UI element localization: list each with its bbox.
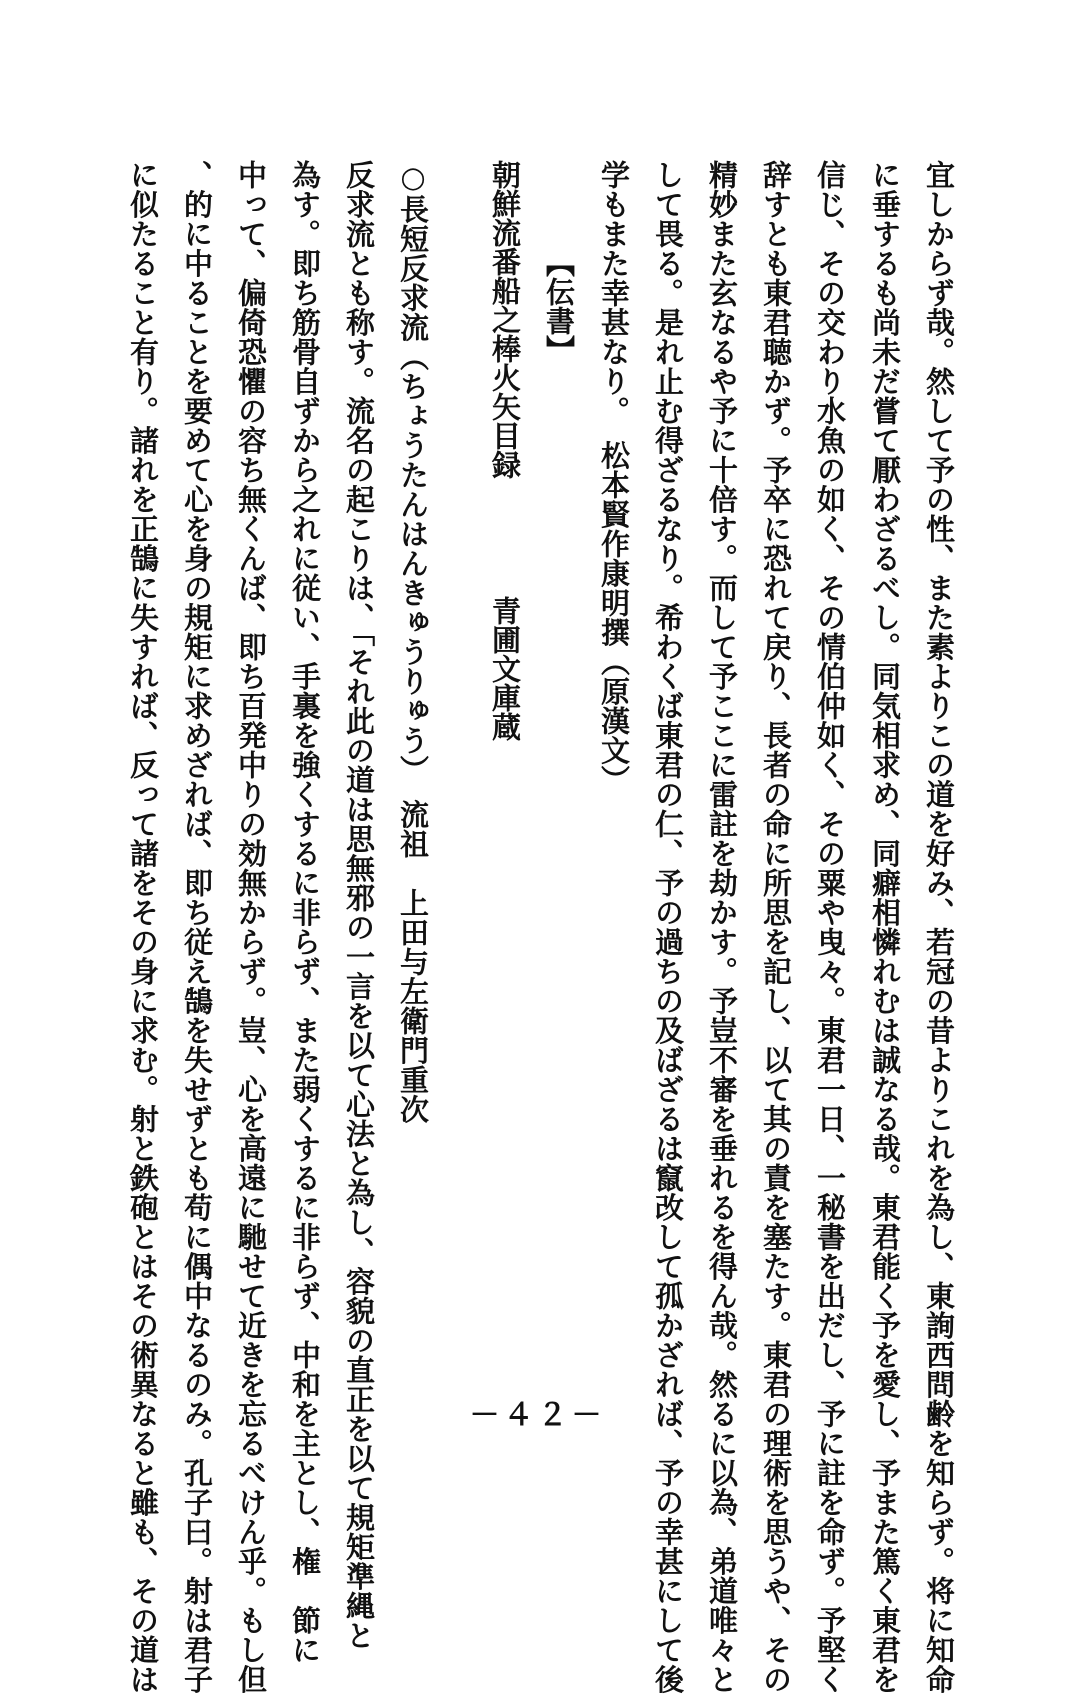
- scroll-title: 朝鮮流番船之棒火矢目録: [488, 160, 522, 479]
- text-column-2: に垂するも尚未だ嘗て厭わざるべし。同気相求め、同癖相憐れむは誠なる哉。東君能く予を愛し、予また篤く東君を: [868, 160, 902, 1694]
- text-column-5: 精妙また玄なるや予に十倍す。而して予ここに雷註を劫かす。予豈不審を垂れるを得ん哉。然るに以為、弟道唯々と: [705, 160, 739, 1694]
- text-column-7: 学もまた幸甚なり。 松本賢作康明撰（原漢文）: [597, 160, 631, 795]
- page-number: －４２－: [469, 1398, 606, 1433]
- text-column-9: 為す。即ち筋骨自ずから之れに従い、手裏を強くするに非らず、また弱くするに非らず、中和を主とし、権 節に: [288, 160, 322, 1665]
- section-heading: 【伝書】: [542, 248, 576, 364]
- school-heading: ○長短反求流（ちょうたんはんきゅうりゅう） 流祖 上田与左衛門重次: [396, 160, 430, 1124]
- text-column-11: 、的に中ることを要めて心を身の規矩に求めざれば、即ち従え鵠を失せずとも苟に偶中なるのみ。孔子曰。射は君子: [180, 160, 214, 1694]
- text-column-4: 辞すとも東君聴かず。予卒に恐れて戻り、長者の命に所思を記し、以て其の責を塞たす。東君の理術を思うや、その: [759, 160, 793, 1694]
- text-column-10: 中って、偏倚恐懼の容ち無くんば、即ち百発中りの効無からず。豈、心を高遠に馳せて近きを忘るべけん乎。もし但: [234, 160, 268, 1694]
- text-column-8: 反求流とも称す。流名の起こりは、「それ此の道は思無邪の一言を以て心法と為し、容貌の直正を以て規矩準縄と: [342, 160, 376, 1650]
- text-column-12: に似たること有り。諸れを正鵠に失すれば、反って諸をその身に求む。射と鉄砲とはその術異なると雖も、その道は: [126, 160, 160, 1694]
- text-column-6: して畏る。是れ止む得ざるなり。希わくば東君の仁、予の過ちの及ばざるは竄改して孤かざれば、予の幸甚にして後: [651, 160, 685, 1694]
- text-column-1: 宜しからず哉。然して予の性、また素よりこの道を好み、若冠の昔よりこれを為し、東詢西問齢を知らず。将に知命: [922, 160, 956, 1694]
- scroll-source: 青圃文庫蔵: [488, 596, 522, 741]
- text-column-3: 信じ、その交わり水魚の如く、その情伯仲如く、その粟や曳々。東君一日、一秘書を出だし、予に註を命ず。予堅く: [813, 160, 847, 1694]
